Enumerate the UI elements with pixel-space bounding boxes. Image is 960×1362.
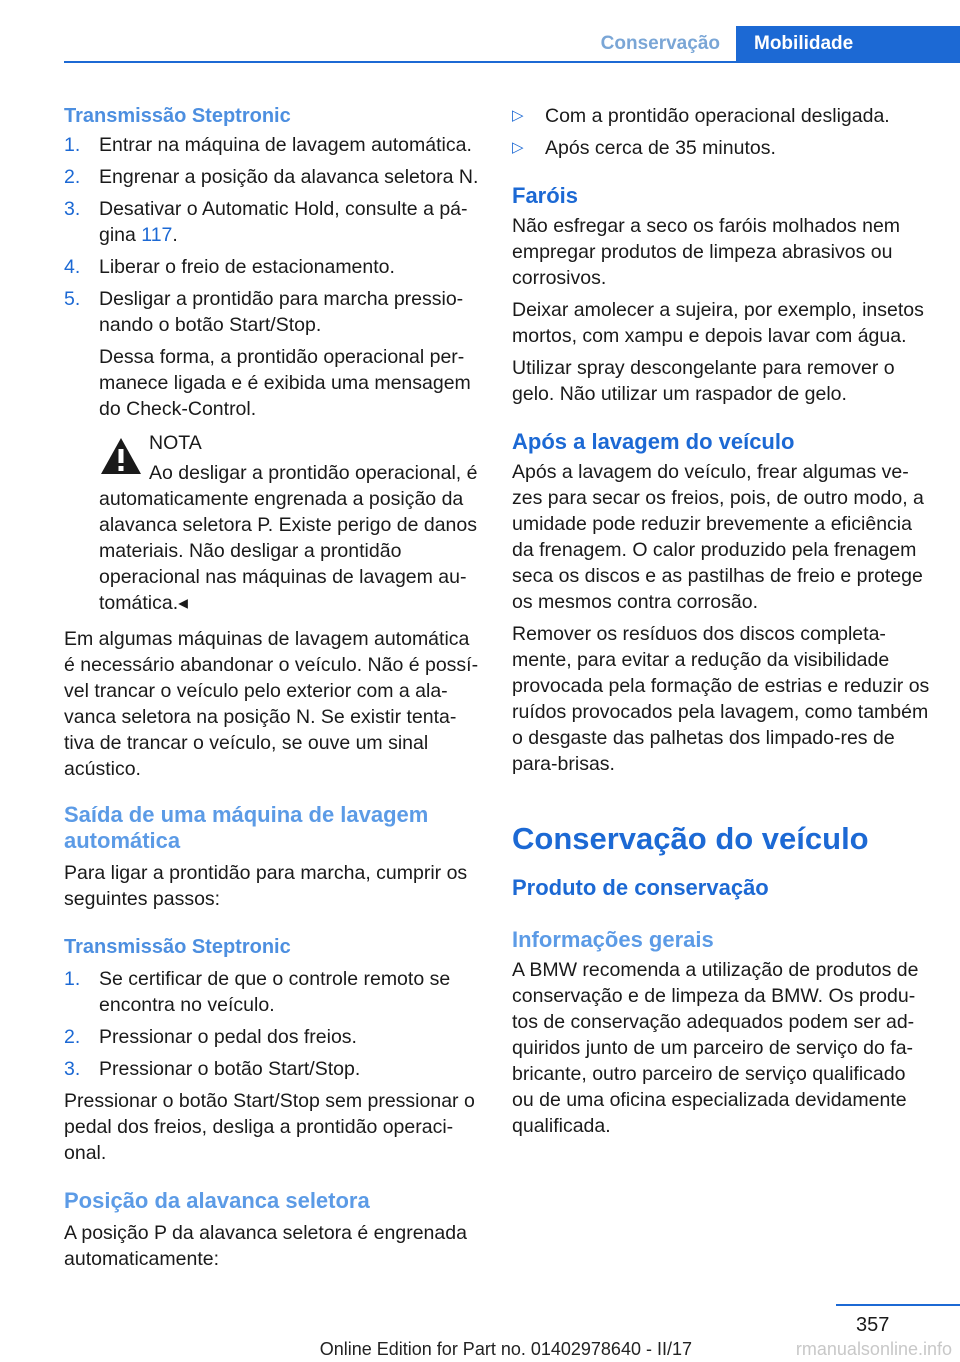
list-item [512,135,932,161]
heading-farois: Faróis [512,183,579,208]
step-text-end: . [172,224,178,246]
step-text: Pressionar o botão Start/Stop. [99,1058,361,1080]
heading-apos-lavagem: Após a lavagem do veículo [512,429,795,454]
warning-icon [99,436,143,476]
step-text: Desligar a prontidão para marcha pressio-nando o botão Start/Stop. [99,288,464,336]
step-text: Desativar o Automatic Hold, consulte a pá-gina [99,198,468,246]
header-tabs [583,26,960,62]
header-rule [64,61,960,63]
list-item [512,103,932,129]
list-item [64,1056,480,1082]
page-link-117[interactable]: 117 [141,224,173,246]
heading-saida: Saída de uma máquina de lavagem automática [64,802,429,853]
right-column [512,103,932,1139]
paragraph-start-stop: Pressionar o botão Start/Stop sem pressionar o pedal dos freios, desliga a prontidão operaci-onal. [64,1090,475,1164]
heading-produto: Produto de conservação [512,875,769,900]
step-number: 3. [64,198,81,220]
heading-posicao: Posição da alavanca seletora [64,1188,370,1213]
condition-list [512,103,932,161]
note-title: NOTA [149,432,202,454]
list-item [64,196,480,248]
paragraph-apos-1: Após a lavagem do veículo, frear algumas ve-zes para secar os freios, pois, de outro modo, a umidade pode reduzir brevemente a eficiência da frenagem. O calor produzido pela frenagem seca os discos e as pastilhas de freio e protege os mesmos contra corrosão. [512,461,924,613]
note-body: Ao desligar a prontidão operacional, é automaticamente engrenada a posição da alavanca seletora P. Existe perigo de danos materiais. Não desligar a prontidão operacional nas máquinas de lavagem au-tomática.◂ [99,462,478,614]
bullet-text: Após cerca de 35 minutos. [545,137,776,159]
step-number: 1. [64,134,81,156]
paragraph-farois-3: Utilizar spray descongelante para remover o gelo. Não utilizar um raspador de gelo. [512,357,895,405]
step-text: Se certificar de que o controle remoto se encontra no veículo. [99,968,451,1016]
exit-steps-list [64,966,480,1082]
paragraph-informacoes: A BMW recomenda a utilização de produtos de conservação e de limpeza da BMW. Os produ-tos de conservação adequados podem ser ad-quiridos junto de um parceiro de serviço do fa-bricante, outro parceiro de serviço qualificado ou de uma oficina especializada devidamente qualificada. [512,959,919,1137]
step5-extra: Dessa forma, a prontidão operacional per-manece ligada e é exibida uma mensagem do Check-Control. [99,346,471,420]
heading-informacoes: Informações gerais [512,927,714,952]
bullet-text: Com a prontidão operacional desligada. [545,105,890,127]
heading-conservacao-veiculo: Conservação do veículo [512,821,869,856]
wash-steps-list [64,132,480,338]
page-number: 357 [856,1314,890,1336]
section-title-steptronic-2: Transmissão Steptronic [64,936,291,958]
list-item [64,286,480,338]
watermark-site: rmanualsonline.info [795,1339,952,1359]
paragraph-posicao-p: A posição P da alavanca seletora é engrenada automaticamente: [64,1222,467,1270]
paragraph-farois-2: Deixar amolecer a sujeira, por exemplo, insetos mortos, com xampu e depois lavar com água. [512,299,924,347]
list-item [64,966,480,1018]
step-number: 2. [64,166,81,188]
triangle-bullet-icon: ▷ [512,139,524,156]
paragraph-apos-2: Remover os resíduos dos discos completa-mente, para evitar a redução da visibilidade provocada pela formação de estrias e reduzir os ruídos provocados pela lavagem, como também o desgaste das palhetas dos limpado-res de para-brisas. [512,623,930,775]
step-number: 1. [64,968,81,990]
list-item [64,132,480,158]
triangle-bullet-icon: ▷ [512,107,524,124]
paragraph-farois-1: Não esfregar a seco os faróis molhados nem empregar produtos de limpeza abrasivos ou corrosivos. [512,215,901,289]
footer-rule [836,1304,960,1306]
step-text: Engrenar a posição da alavanca seletora N. [99,166,479,188]
step-number: 2. [64,1026,81,1048]
footer-edition: Online Edition for Part no. 01402978640 - II/17 [319,1339,692,1359]
list-item [64,1024,480,1050]
paragraph-ligar: Para ligar a prontidão para marcha, cumprir os seguintes passos: [64,862,468,910]
list-item [64,254,480,280]
step-number: 3. [64,1058,81,1080]
note-box [64,430,480,616]
paragraph-abandon-vehicle: Em algumas máquinas de lavagem automática é necessário abandonar o veículo. Não é possí-vel trancar o veículo pelo exterior com a ala-vanca seletora na posição N. Se existir tenta-tiva de trancar o veículo, se ouve um sinal acústico. [64,628,479,780]
step-text: Entrar na máquina de lavagem automática. [99,134,472,156]
step-number: 4. [64,256,81,278]
step-text: Pressionar o pedal dos freios. [99,1026,357,1048]
left-column [64,103,480,1272]
section-title-steptronic-1: Transmissão Steptronic [64,105,291,127]
list-item [64,164,480,190]
step-text: Liberar o freio de estacionamento. [99,256,395,278]
tab-mobilidade[interactable]: Mobilidade [736,26,960,62]
tab-conservacao[interactable]: Conservação [600,33,720,54]
step-number: 5. [64,288,81,310]
